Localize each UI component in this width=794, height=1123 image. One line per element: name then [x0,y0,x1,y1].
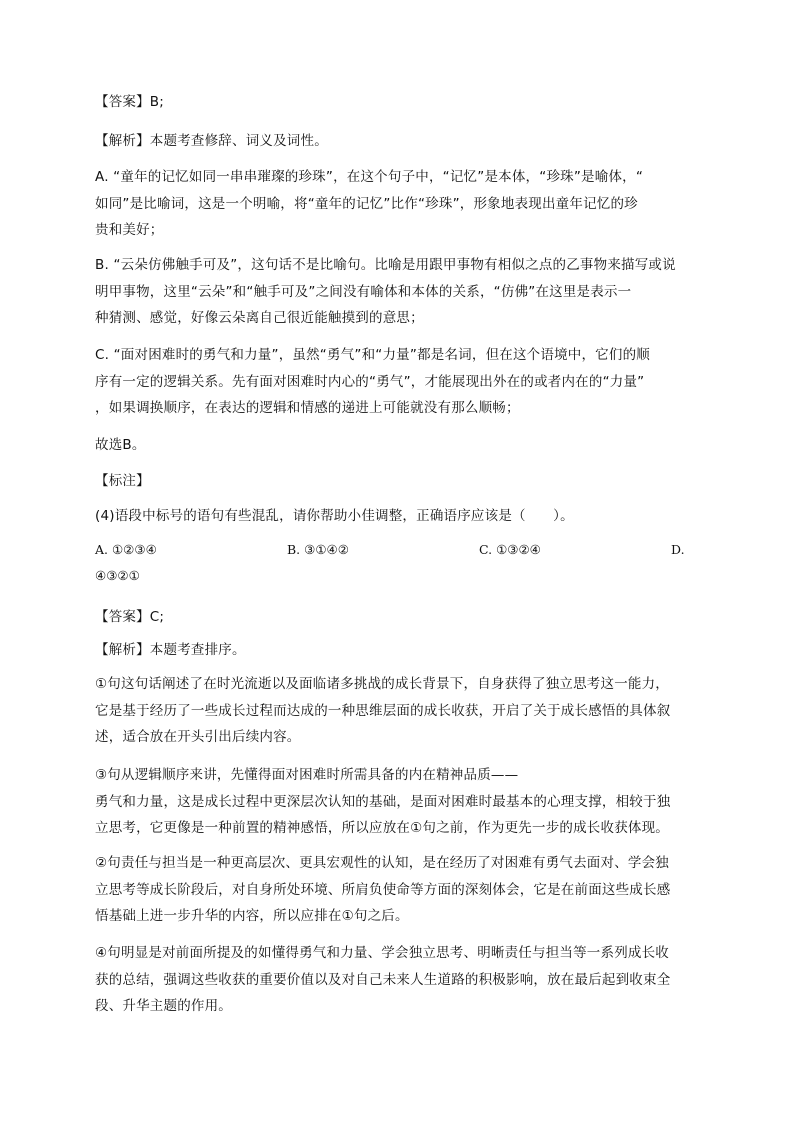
q4-reason-3 [95,762,705,842]
q4-analysis-heading [95,637,705,664]
text-line: 种猜测、感觉，好像云朵离自己很近能触摸到的意思； [95,310,424,326]
text-line: 段、升华主题的作用。 [95,998,232,1014]
answer-text: 【答案】C; [95,609,165,625]
text-line: 它是基于经历了一些成长过程而达成的一种思维层面的成长收获，开启了关于成长感悟的具体叙 [95,702,671,719]
text-line: 明甲事物，这里“云朵”和“触手可及”之间没有喻体和本体的关系，“仿佛”在这里是表示一 [95,283,632,300]
q3-explanation-b [95,252,705,332]
q3-note [95,468,705,495]
note-text: 【标注】 [95,473,150,489]
analysis-text: 【解析】本题考查修辞、词义及词性。 [95,133,328,149]
q4-reason-4 [95,940,705,1020]
text-line: 贵和美好； [95,222,164,238]
option-d-value: ④③②① [95,568,140,583]
text-line: 如同”是比喻词，这是一个明喻，将“童年的记忆”比作“珍珠”，形象地表现出童年记忆的珍 [95,195,638,212]
q4-answer [95,604,705,631]
text-line: C. “面对困难时的勇气和力量”，虽然“勇气”和“力量”都是名词，但在这个语境中，它们的顺 [95,347,650,363]
text-line: 勇气和力量，这是成长过程中更深层次认知的基础，是面对困难时最基本的心理支撑，相较于独 [95,793,671,810]
text-line: ，如果调换顺序，在表达的逻辑和情感的递进上可能就没有那么顺畅； [95,400,520,416]
text-line: 立思考，它更像是一种前置的精神感悟，所以应放在①句之前，作为更先一步的成长收获体现。 [95,820,670,836]
option-c: C. ①③②④ [479,542,541,557]
q4-reason-2 [95,850,705,930]
text-line: 悟基础上进一步升华的内容，所以应排在①句之后。 [95,908,409,924]
q3-explanation-a [95,164,705,244]
option-b: B. ③①④② [287,542,349,557]
analysis-text: 【解析】本题考查排序。 [95,642,246,658]
option-d-label: D. [671,542,685,557]
answer-text: 【答案】B; [95,94,165,110]
text-line: B. “云朵仿佛触手可及”，这句话不是比喻句。比喻是用跟甲事物有相似之点的乙事物来描写或说 [95,257,676,273]
q3-analysis-heading [95,128,705,155]
text-line: ②句责任与担当是一种更高层次、更具宏观性的认知，是在经历了对困难有勇气去面对、学会独 [95,855,670,871]
q4-reason-1 [95,671,705,751]
text-line: ③句从逻辑顺序来讲，先懂得面对困难时所需具备的内在精神品质—— [95,767,519,783]
text-line: ④句明显是对前面所提及的如懂得勇气和力量、学会独立思考、明晰责任与担当等一系列成长收 [95,945,670,961]
q3-explanation-c [95,342,705,422]
text-line: 获的总结，强调这些收获的重要价值以及对自己未来人生道路的积极影响，放在最后起到收束全 [95,971,671,988]
text-line: ①句这句话阐述了在时光流逝以及面临诸多挑战的成长背景下，自身获得了独立思考这一能力， [95,676,670,692]
text-line: A. “童年的记忆如同一串串璀璨的珍珠”，在这个句子中，“记忆”是本体，“珍珠”是喻体，“ [95,169,644,185]
text-line: 立思考等成长阶段后，对自身所处环境、所肩负使命等方面的深刻体会，它是在前面这些成长感 [95,881,671,898]
conclusion-text: 故选B。 [95,437,146,453]
question-text: (4)语段中标号的语句有些混乱，请你帮助小佳调整，正确语序应该是（ ）。 [95,508,574,524]
q3-conclusion [95,432,705,459]
q3-answer [95,89,705,116]
text-line: 序有一定的逻辑关系。先有面对困难时内心的“勇气”，才能展现出外在的或者内在的“力量” [95,373,645,390]
option-a: A. ①②③④ [95,542,157,557]
q4-question [95,503,705,530]
text-line: 述，适合放在开头引出后续内容。 [95,729,301,745]
